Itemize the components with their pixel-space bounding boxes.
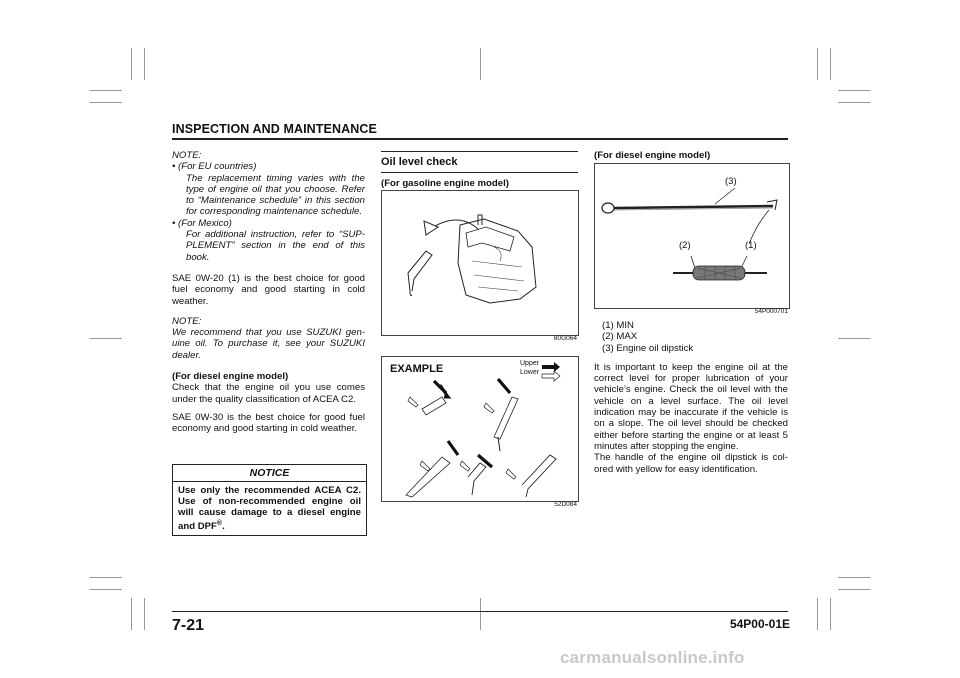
crop-mark: [90, 577, 122, 578]
diesel-text: Check that the engine oil you use comes under the quality classification of ACEA C2.: [172, 382, 365, 405]
figure-code-80G064: 80G064: [553, 335, 577, 342]
diesel-dipstick-heading: (For diesel engine model): [594, 150, 711, 161]
notice-box: [172, 464, 367, 536]
header-rule: [172, 138, 788, 140]
diesel-heading: (For diesel engine model): [172, 371, 289, 383]
page-number: 7-21: [172, 617, 205, 634]
lower-label: Lower: [520, 369, 540, 376]
crop-mark: [90, 589, 122, 590]
crop-mark: [830, 48, 831, 80]
section-title: Oil level check: [381, 151, 578, 173]
note-bullet-eu: • (For EU countries): [172, 161, 257, 173]
crop-mark: [131, 598, 132, 630]
crop-mark: [90, 338, 122, 339]
crop-mark: [838, 589, 870, 590]
upper-label: Upper: [520, 360, 540, 367]
note2-text: We recommend that you use SUZUKI gen-uine oil. To purchase it, see your SUZUKI dealer.: [172, 327, 365, 361]
legend-item-dipstick: (3) Engine oil dipstick: [602, 342, 694, 354]
label-dipstick: (3): [725, 176, 737, 187]
crop-mark: [90, 102, 122, 103]
crop-mark: [144, 598, 145, 630]
crop-mark: [838, 90, 870, 91]
crop-mark: [480, 598, 481, 630]
gasoline-engine-illustration: [382, 191, 578, 335]
page-header-title: INSPECTION AND MAINTENANCE: [172, 122, 377, 136]
crop-mark: [131, 48, 132, 80]
crop-mark: [817, 48, 818, 80]
crop-mark: [838, 577, 870, 578]
figure-code-54P000701: 54P000701: [754, 308, 788, 315]
document-code: 54P00-01E: [729, 617, 790, 631]
legend-item-max: (2) MAX: [602, 331, 638, 343]
diesel-grade-paragraph: SAE 0W-30 is the best choice for good fuel economy and good starting in cold weather.: [172, 411, 365, 435]
gasoline-heading: (For gasoline engine model): [381, 178, 509, 189]
figure-dipstick-example: [381, 356, 579, 502]
crop-mark: [838, 102, 870, 103]
example-label: EXAMPLE: [390, 363, 444, 375]
dipstick-legend: [594, 320, 788, 354]
notice-body: [173, 482, 366, 535]
label-max: (2): [679, 240, 691, 251]
crop-mark: [144, 48, 145, 80]
crop-mark: [838, 338, 870, 339]
notice-registered-mark: ®: [216, 520, 223, 527]
note-text-mexico: For additional instruction, refer to “SUP-PLEMENT” section in the end of this book.: [186, 229, 365, 263]
dipstick-example-illustration: [382, 357, 578, 501]
oil-level-paragraph: It is important to keep the engine oil at the correct level for proper lubrication of your vehicle’s engine. Check the oil level with the vehicle on a level surface. The oil level indication may be inaccurate if the vehicle is on a slope. The oil level should be checked either before starting the engine or at least 5 minutes after stopping the engine.: [594, 361, 788, 452]
oil-grade-paragraph: SAE 0W-20 (1) is the best choice for good fuel economy and good starting in cold weather.: [172, 272, 365, 307]
label-min: (1): [745, 240, 757, 251]
watermark: carmanualsonline.info: [560, 648, 745, 667]
diesel-dipstick-illustration: [595, 164, 789, 308]
figure-gasoline-engine: [381, 190, 579, 336]
note-bullet-mexico: • (For Mexico): [172, 217, 232, 229]
note2-label: NOTE:: [172, 315, 202, 327]
left-column: [172, 150, 365, 442]
crop-mark: [817, 598, 818, 630]
notice-title: NOTICE: [173, 465, 366, 482]
figure-diesel-dipstick: [594, 163, 790, 309]
crop-mark: [90, 90, 122, 91]
note-text-eu: The replacement timing varies with the type of engine oil that you choose. Refer to “Maintenance schedule” in this section for corresponding maintenance schedule.: [186, 172, 365, 218]
footer-rule: [172, 611, 788, 612]
dipstick-handle-paragraph: The handle of the engine oil dipstick is col-ored with yellow for easy identification.: [594, 452, 788, 475]
right-column: [594, 320, 788, 482]
figure-code-52D084: 52D084: [554, 501, 577, 508]
crop-mark: [830, 598, 831, 630]
note-label: NOTE:: [172, 150, 202, 161]
legend-item-min: (1) MIN: [602, 320, 634, 331]
notice-end: .: [222, 521, 225, 533]
notice-text: Use only the recommended ACEA C2. Use of non-recommended engine oil will cause damage to a diesel engine and DPF: [178, 485, 361, 533]
crop-mark: [480, 48, 481, 80]
